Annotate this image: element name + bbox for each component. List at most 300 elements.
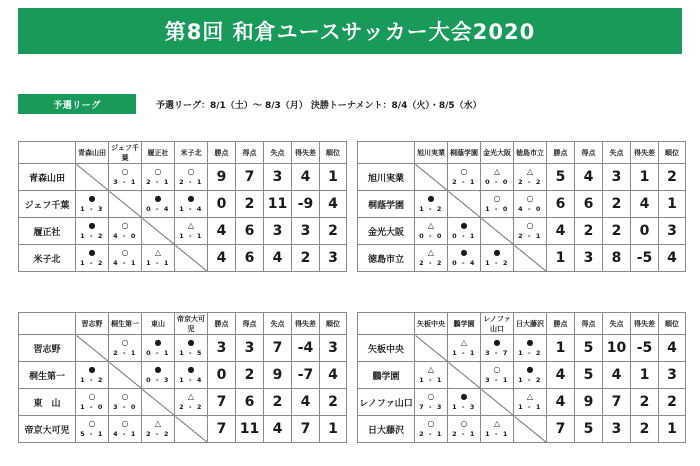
self-match-cell (514, 245, 547, 272)
match-score: 1 - 1 (452, 349, 476, 358)
match-result (415, 420, 447, 438)
goals-for-value: 3 (575, 245, 603, 272)
match-result-cell (448, 245, 481, 272)
match-score: 2 - 1 (179, 178, 203, 187)
header-gf: 得点 (575, 142, 603, 164)
goals-against-value: 3 (264, 218, 292, 245)
points-value: 9 (208, 164, 236, 191)
match-result (76, 393, 108, 411)
rank-value: 1 (659, 416, 686, 443)
group-letter: D (394, 314, 408, 333)
match-score: 2 - 1 (113, 349, 137, 358)
result-mark-icon: ● (154, 365, 162, 375)
match-result-cell (109, 245, 142, 272)
goal-difference-value: 3 (292, 218, 320, 245)
match-result-cell (76, 191, 109, 218)
result-mark-icon: ● (187, 338, 195, 348)
self-match-cell (76, 164, 109, 191)
header-points: 勝点 (208, 313, 236, 335)
goals-against-value: 2 (603, 218, 631, 245)
match-result-cell (142, 335, 175, 362)
goal-difference-value: 7 (292, 416, 320, 443)
result-mark-icon: ○ (154, 167, 162, 177)
opponent-header: 青森山田 (76, 142, 109, 164)
match-score: 4 - 0 (518, 205, 542, 214)
match-result (481, 249, 513, 267)
goals-for-value: 6 (236, 389, 264, 416)
result-mark-icon: △ (493, 419, 501, 429)
match-result (448, 249, 480, 267)
match-score: 1 - 1 (518, 403, 542, 412)
points-value: 1 (547, 245, 575, 272)
goal-difference-value: 2 (292, 245, 320, 272)
match-result (76, 222, 108, 240)
match-score: 0 - 1 (452, 232, 476, 241)
table-row (358, 245, 686, 272)
header-points: 勝点 (208, 142, 236, 164)
result-mark-icon: ● (427, 194, 435, 204)
opponent-header: 習志野 (76, 313, 109, 335)
match-result-cell (448, 218, 481, 245)
rank-value: 2 (320, 389, 347, 416)
points-value: 6 (547, 191, 575, 218)
match-score: 1 - 5 (179, 349, 203, 358)
result-mark-icon: △ (187, 392, 195, 402)
match-score: 1 - 0 (485, 205, 509, 214)
result-mark-icon: ● (88, 194, 96, 204)
match-score: 2 - 2 (179, 403, 203, 412)
match-result-cell (175, 218, 208, 245)
result-mark-icon: ● (526, 338, 534, 348)
match-result-cell (514, 164, 547, 191)
table-row (19, 245, 347, 272)
opponent-header: 鵬学園 (448, 313, 481, 335)
match-result-cell (175, 335, 208, 362)
match-result-cell (415, 362, 448, 389)
goal-difference-value: 1 (631, 164, 659, 191)
rank-value: 1 (320, 416, 347, 443)
result-mark-icon: △ (493, 167, 501, 177)
match-score: 3 - 7 (485, 349, 509, 358)
match-result (415, 366, 447, 384)
self-match-cell (481, 218, 514, 245)
goals-for-value: 11 (236, 416, 264, 443)
goals-against-value: 4 (264, 416, 292, 443)
table-row (358, 218, 686, 245)
table-row (19, 416, 347, 443)
header-rank: 順位 (320, 313, 347, 335)
match-result (76, 195, 108, 213)
match-result (76, 249, 108, 267)
match-result-cell (175, 191, 208, 218)
result-mark-icon: ● (154, 338, 162, 348)
match-score: 1 - 2 (80, 232, 104, 241)
result-mark-icon: ● (88, 365, 96, 375)
group-a-table (18, 141, 346, 272)
match-score: 3 - 1 (485, 376, 509, 385)
match-result-cell (415, 218, 448, 245)
match-result (142, 249, 174, 267)
match-score: 2 - 1 (452, 178, 476, 187)
points-value: 4 (547, 389, 575, 416)
match-result (109, 339, 141, 357)
header-ga: 失点 (264, 142, 292, 164)
team-name: 帝京大可児 (19, 416, 76, 443)
match-result-cell (415, 191, 448, 218)
match-score: 0 - 1 (146, 349, 170, 358)
match-result (514, 339, 546, 357)
match-result (142, 195, 174, 213)
points-value: 4 (208, 245, 236, 272)
points-value: 4 (547, 362, 575, 389)
team-name: 桐生第一 (19, 362, 76, 389)
match-result-cell (76, 218, 109, 245)
match-result (142, 420, 174, 438)
goals-against-value: 2 (603, 191, 631, 218)
rank-value: 2 (320, 218, 347, 245)
goals-for-value: 4 (575, 164, 603, 191)
team-name: 鵬学園 (358, 362, 415, 389)
group-c-table (18, 312, 346, 443)
match-score: 1 - 0 (80, 403, 104, 412)
header-gf: 得点 (575, 313, 603, 335)
match-result (514, 366, 546, 384)
goals-for-value: 2 (236, 362, 264, 389)
match-score: 4 - 1 (113, 259, 137, 268)
match-result (175, 222, 207, 240)
self-match-cell (76, 335, 109, 362)
opponent-header: 履正社 (142, 142, 175, 164)
group-letter: A (56, 143, 68, 162)
team-name: 旭川実業 (358, 164, 415, 191)
opponent-header: 徳島市立 (514, 142, 547, 164)
match-score: 2 - 1 (518, 232, 542, 241)
match-result-cell (448, 389, 481, 416)
result-mark-icon: ● (460, 392, 468, 402)
match-score: 1 - 4 (179, 376, 203, 385)
goals-for-value: 3 (236, 335, 264, 362)
points-value: 4 (547, 218, 575, 245)
match-result (76, 366, 108, 384)
table-row (19, 362, 347, 389)
group-label (19, 313, 76, 335)
match-result-cell (175, 164, 208, 191)
goal-difference-value: -9 (292, 191, 320, 218)
match-result (481, 339, 513, 357)
match-result (76, 420, 108, 438)
points-value: 3 (208, 335, 236, 362)
rank-value: 1 (320, 164, 347, 191)
result-mark-icon: ● (460, 221, 468, 231)
schedule-tab: 予選リーグ (18, 94, 136, 114)
self-match-cell (415, 164, 448, 191)
match-score: 1 - 2 (80, 259, 104, 268)
self-match-cell (448, 191, 481, 218)
result-mark-icon: △ (526, 167, 534, 177)
match-score: 1 - 1 (179, 232, 203, 241)
header-row (19, 142, 347, 164)
result-mark-icon: ● (187, 365, 195, 375)
header-rank: 順位 (659, 313, 686, 335)
header-ga: 失点 (264, 313, 292, 335)
opponent-header: ジェフ千葉 (109, 142, 142, 164)
match-result (481, 420, 513, 438)
match-result-cell (448, 335, 481, 362)
match-result-cell (448, 164, 481, 191)
match-result-cell (481, 245, 514, 272)
team-name: レノファ山口 (358, 389, 415, 416)
group-label (19, 142, 76, 164)
match-result (109, 222, 141, 240)
match-result-cell (514, 335, 547, 362)
standings-table (18, 141, 347, 272)
result-mark-icon: ○ (427, 392, 435, 402)
rank-value: 3 (659, 218, 686, 245)
standings-table (357, 312, 686, 443)
match-result-cell (76, 362, 109, 389)
goal-difference-value: 1 (631, 362, 659, 389)
rank-value: 4 (659, 245, 686, 272)
header-gd: 得失差 (631, 142, 659, 164)
result-mark-icon: △ (154, 419, 162, 429)
match-score: 2 - 2 (419, 259, 443, 268)
match-result-cell (415, 245, 448, 272)
result-mark-icon: ○ (121, 248, 129, 258)
self-match-cell (109, 191, 142, 218)
group-letter: B (395, 143, 407, 162)
match-result (514, 195, 546, 213)
match-score: 1 - 4 (179, 205, 203, 214)
goals-against-value: 10 (603, 335, 631, 362)
match-score: 2 - 1 (146, 178, 170, 187)
rank-value: 1 (659, 191, 686, 218)
header-gd: 得失差 (631, 313, 659, 335)
result-mark-icon: ● (526, 365, 534, 375)
result-mark-icon: △ (526, 392, 534, 402)
match-result (448, 339, 480, 357)
goal-difference-value: 2 (631, 389, 659, 416)
header-ga: 失点 (603, 313, 631, 335)
result-mark-icon: ● (88, 248, 96, 258)
match-result (514, 222, 546, 240)
goals-against-value: 4 (264, 245, 292, 272)
goals-for-value: 5 (575, 416, 603, 443)
match-score: 5 - 1 (80, 430, 104, 439)
result-mark-icon: ○ (121, 167, 129, 177)
match-result (415, 249, 447, 267)
result-mark-icon: ○ (460, 419, 468, 429)
result-mark-icon: △ (427, 248, 435, 258)
table-row (19, 389, 347, 416)
match-result-cell (76, 389, 109, 416)
goals-for-value: 7 (236, 164, 264, 191)
goals-for-value: 9 (575, 389, 603, 416)
opponent-header: 米子北 (175, 142, 208, 164)
result-mark-icon: ○ (121, 338, 129, 348)
self-match-cell (448, 362, 481, 389)
result-mark-icon: ● (493, 248, 501, 258)
result-mark-icon: ○ (187, 167, 195, 177)
match-result-cell (415, 389, 448, 416)
team-name: 習志野 (19, 335, 76, 362)
rank-value: 4 (320, 191, 347, 218)
table-row (19, 191, 347, 218)
match-result-cell (109, 389, 142, 416)
self-match-cell (514, 416, 547, 443)
match-result (175, 195, 207, 213)
match-result (514, 168, 546, 186)
match-score: 1 - 2 (518, 349, 542, 358)
match-score: 2 - 2 (146, 430, 170, 439)
match-result-cell (109, 218, 142, 245)
match-result-cell (76, 245, 109, 272)
rank-value: 2 (659, 164, 686, 191)
match-result (415, 393, 447, 411)
match-result-cell (142, 416, 175, 443)
table-row (19, 335, 347, 362)
goal-difference-value: -4 (292, 335, 320, 362)
match-result (109, 168, 141, 186)
result-mark-icon: △ (460, 338, 468, 348)
result-mark-icon: △ (187, 221, 195, 231)
points-value: 0 (208, 362, 236, 389)
table-row (358, 416, 686, 443)
match-score: 3 - 1 (113, 178, 137, 187)
result-mark-icon: ○ (526, 221, 534, 231)
goal-difference-value: -5 (631, 335, 659, 362)
goal-difference-value: -7 (292, 362, 320, 389)
match-result-cell (142, 164, 175, 191)
match-score: 0 - 4 (452, 259, 476, 268)
team-name: 履正社 (19, 218, 76, 245)
header-points: 勝点 (547, 313, 575, 335)
opponent-header: 金光大阪 (481, 142, 514, 164)
match-score: 1 - 1 (419, 376, 443, 385)
goal-difference-value: 4 (292, 164, 320, 191)
opponent-header: 日大藤沢 (514, 313, 547, 335)
match-score: 3 - 0 (113, 403, 137, 412)
match-result (175, 366, 207, 384)
group-b-table (357, 141, 685, 272)
points-value: 7 (208, 389, 236, 416)
match-result (109, 249, 141, 267)
match-result-cell (514, 389, 547, 416)
match-result-cell (448, 416, 481, 443)
result-mark-icon: ○ (427, 419, 435, 429)
opponent-header: 桐蔭学園 (448, 142, 481, 164)
match-score: 4 - 0 (113, 232, 137, 241)
opponent-header: 東山 (142, 313, 175, 335)
match-result (175, 339, 207, 357)
result-mark-icon: △ (427, 221, 435, 231)
match-score: 1 - 3 (80, 205, 104, 214)
match-result-cell (481, 362, 514, 389)
match-result (142, 366, 174, 384)
match-score: 0 - 0 (419, 232, 443, 241)
opponent-header: レノファ山口 (481, 313, 514, 335)
match-result-cell (142, 245, 175, 272)
rank-value: 3 (320, 335, 347, 362)
group-word: GROUP (365, 151, 394, 160)
match-result (448, 393, 480, 411)
header-row (358, 142, 686, 164)
rank-value: 4 (320, 362, 347, 389)
match-score: 1 - 2 (419, 205, 443, 214)
match-result-cell (514, 362, 547, 389)
match-result-cell (175, 362, 208, 389)
goals-against-value: 3 (603, 164, 631, 191)
goals-for-value: 6 (236, 218, 264, 245)
match-result-cell (76, 416, 109, 443)
standings-table (18, 312, 347, 443)
match-result-cell (415, 416, 448, 443)
match-result-cell (109, 335, 142, 362)
header-row (19, 313, 347, 335)
opponent-header: 旭川実業 (415, 142, 448, 164)
group-word: GROUP (26, 151, 55, 160)
goals-against-value: 11 (264, 191, 292, 218)
match-result (142, 339, 174, 357)
rank-value: 3 (659, 362, 686, 389)
header-points: 勝点 (547, 142, 575, 164)
match-score: 1 - 1 (146, 259, 170, 268)
points-value: 7 (208, 416, 236, 443)
rank-value: 2 (659, 389, 686, 416)
goals-against-value: 4 (603, 362, 631, 389)
table-row (19, 164, 347, 191)
match-score: 2 - 1 (419, 430, 443, 439)
opponent-header: 桐生第一 (109, 313, 142, 335)
self-match-cell (142, 218, 175, 245)
match-score: 0 - 4 (146, 205, 170, 214)
match-score: 7 - 3 (419, 403, 443, 412)
result-mark-icon: ● (493, 338, 501, 348)
match-result (415, 195, 447, 213)
points-value: 4 (208, 218, 236, 245)
result-mark-icon: ● (88, 221, 96, 231)
points-value: 7 (547, 416, 575, 443)
team-name: 桐蔭学園 (358, 191, 415, 218)
result-mark-icon: ○ (121, 419, 129, 429)
result-mark-icon: ○ (121, 221, 129, 231)
goals-for-value: 6 (575, 191, 603, 218)
match-result-cell (514, 191, 547, 218)
match-result-cell (514, 218, 547, 245)
match-result (109, 420, 141, 438)
table-row (358, 362, 686, 389)
match-result (175, 168, 207, 186)
team-name: ジェフ千葉 (19, 191, 76, 218)
match-score: 0 - 3 (146, 376, 170, 385)
team-name: 東 山 (19, 389, 76, 416)
match-result (481, 195, 513, 213)
header-rank: 順位 (320, 142, 347, 164)
match-result-cell (481, 416, 514, 443)
goals-for-value: 2 (236, 191, 264, 218)
goal-difference-value: 2 (631, 416, 659, 443)
result-mark-icon: ○ (460, 167, 468, 177)
self-match-cell (175, 416, 208, 443)
self-match-cell (109, 362, 142, 389)
match-result-cell (142, 362, 175, 389)
result-mark-icon: ● (154, 194, 162, 204)
group-letter: C (56, 314, 68, 333)
header-gf: 得点 (236, 142, 264, 164)
goals-against-value: 9 (264, 362, 292, 389)
team-name: 日大藤沢 (358, 416, 415, 443)
result-mark-icon: ○ (493, 365, 501, 375)
result-mark-icon: ○ (526, 194, 534, 204)
